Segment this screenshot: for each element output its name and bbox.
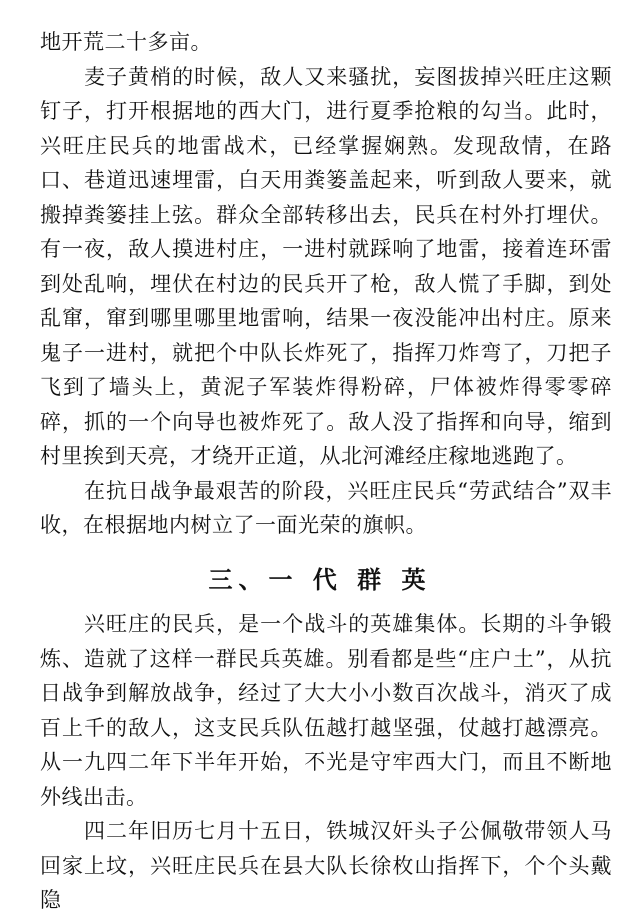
paragraph: 在抗日战争最艰苦的阶段，兴旺庄民兵“劳武结合”双丰收，在根据地内树立了一面光荣的旗帜。 <box>40 478 612 537</box>
paragraph: 四二年旧历七月十五日，铁城汉奸头子公佩敬带领人马回家上坟，兴旺庄民兵在县大队长徐枚山指挥下，个个头戴隐 <box>40 819 612 912</box>
bottom-text-block <box>40 607 612 918</box>
paragraph: 地开荒二十多亩。 <box>40 30 212 54</box>
paragraph: 麦子黄梢的时候，敌人又来骚扰，妄图拔掉兴旺庄这颗钉子，打开根据地的西大门，进行夏季抢粮的勾当。此时，兴旺庄民兵的地雷战术，已经掌握娴熟。发现敌情，在路口、巷道迅速埋雷，白天用粪篓盖起来，听到敌人要来，就搬掉粪篓挂上弦。群众全部转移出去，民兵在村外打埋伏。有一夜，敌人摸进村庄，一进村就踩响了地雷，接着连环雷到处乱响，埋伏在村边的民兵开了枪，敌人慌了手脚，到处乱窜，窜到哪里哪里地雷响，结果一夜没能冲出村庄。原来鬼子一进村，就把个中队长炸死了，指挥刀炸弯了，刀把子飞到了墙头上，黄泥子军装炸得粉碎，尸体被炸得零零碎碎，抓的一个向导也被炸死了。敌人没了指挥和向导，缩到村里挨到天亮，才绕开正道，从北河滩经庄稼地逃跑了。 <box>40 64 612 468</box>
top-text-block <box>40 25 612 543</box>
section-heading: 三、一 代 群 英 <box>208 566 432 594</box>
paragraph: 兴旺庄的民兵，是一个战斗的英雄集体。长期的斗争锻炼、造就了这样一群民兵英雄。别看都是些“庄户土”，从抗日战争到解放战争，经过了大大小小数百次战斗，消灭了成百上千的敌人，这支民兵队伍越打越坚强，仗越打越漂亮。从一九四二年下半年开始，不光是守牢西大门，而且不断地外线出击。 <box>40 612 612 809</box>
